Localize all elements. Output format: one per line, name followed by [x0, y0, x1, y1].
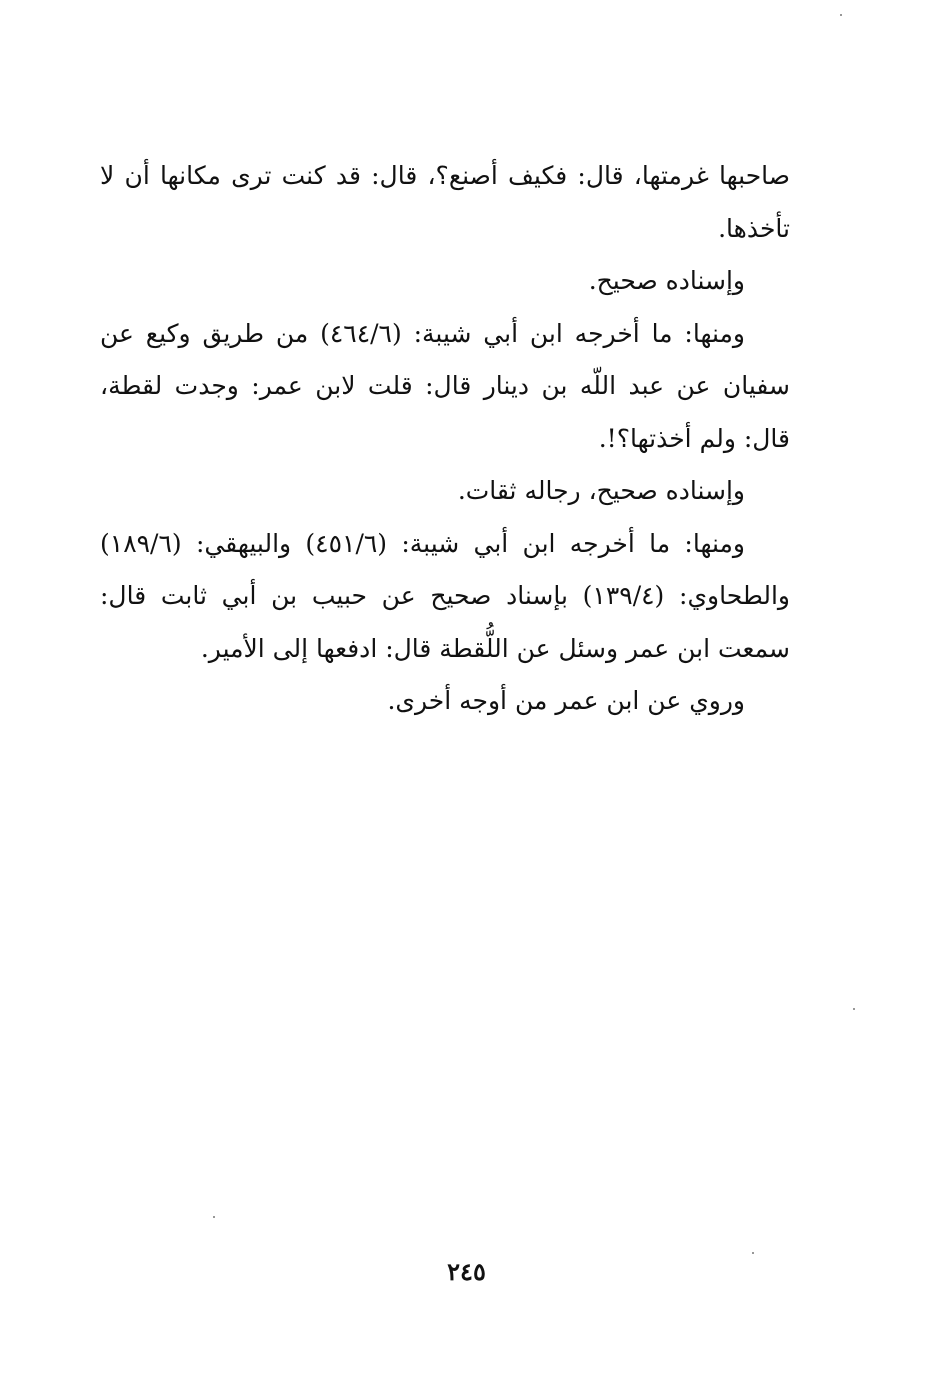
body-text — [100, 150, 790, 728]
scan-speck — [213, 1216, 215, 1218]
paragraph-continuation: صاحبها غرمتها، قال: فكيف أصنع؟، قال: قد كنت ترى مكانها أن لا تأخذها. — [100, 161, 790, 243]
paragraph-chain-assessment: وإسناده صحيح. — [588, 266, 745, 295]
scan-speck — [853, 1008, 855, 1010]
scan-speck — [840, 14, 842, 16]
paragraph-other-routes: وروي عن ابن عمر من أوجه أخرى. — [387, 686, 745, 715]
paragraph-chain-assessment: وإسناده صحيح، رجاله ثقات. — [457, 476, 745, 505]
paragraph-habib-report: ومنها: ما أخرجه ابن أبي شيبة: (٤٥١/٦) والبيهقي: (١٨٩/٦) والطحاوي: (١٣٩/٤) بإسناد صحيح عن حبيب بن أبي ثابت قال: سمعت ابن عمر وسئل عن اللُّقطة قال: ادفعها إلى الأمير. — [100, 528, 790, 663]
paragraph-ibn-abi-shayba-report: ومنها: ما أخرجه ابن أبي شيبة: (٤٦٤/٦) من طريق وكيع عن سفيان عن عبد اللّه بن دينار قال: قلت لابن عمر: وجدت لقطة، قال: ولم أخذتها؟!. — [100, 318, 790, 453]
page-number: ٢٤٥ — [447, 1257, 486, 1286]
